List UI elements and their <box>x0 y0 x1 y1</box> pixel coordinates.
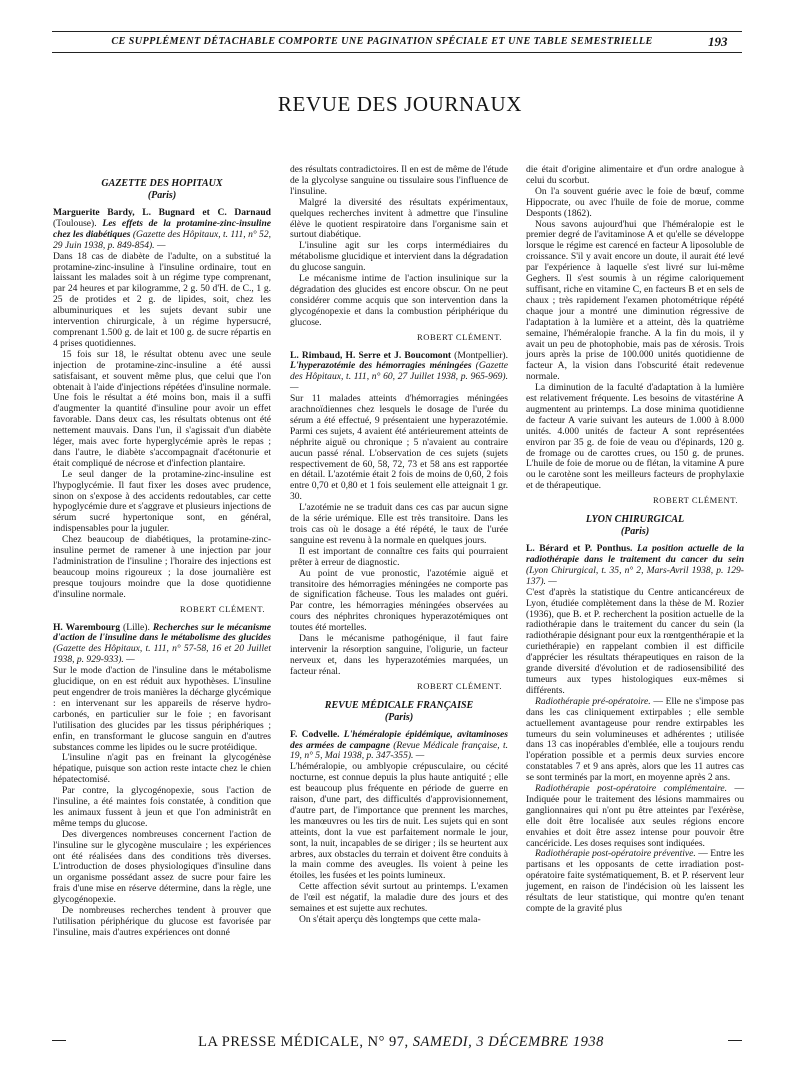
article-3-ref: (Gazette des Hôpitaux, t. 111, n° 60, 27 Juillet 1938, p. 965-969). — <box>290 360 508 394</box>
article-1-signature: ROBERT CLÉMENT. <box>180 603 265 614</box>
article-5-subheading: Radiothérapie pré-opératoire. <box>535 695 651 707</box>
article-4-para: On l'a souvent guérie avec le foie de bœuf, comme Hippocrate, ou avec l'huile de foie de morue, comme Desponts (1862). <box>526 185 744 219</box>
article-2-para: Le mécanisme intime de l'action insulinique sur la dégradation des glucides est encore obscur. On ne peut considérer comme acquis que son intervention dans la glycogénopexie et dans la combustion périphérique du glucose. <box>290 273 508 328</box>
article-3-para: L'azotémie ne se traduit dans ces cas par aucun signe de la série urémique. Elle est très transitoire. Dans les trois cas où le dosage a été répété, le taux de l'urée sanguine est revenu à la normale en quelques jours. <box>290 502 508 546</box>
article-4-para: Cette affection sévit surtout au printemps. L'examen de l'œil est négatif, la maladie dure des jours et des semaines et est sujette aux rechutes. <box>290 881 508 915</box>
column-3 <box>526 164 744 914</box>
section-title-revue-medicale: REVUE MÉDICALE FRANÇAISE <box>324 699 474 711</box>
article-3-signature: ROBERT CLÉMENT. <box>417 680 502 691</box>
article-4-head <box>290 730 508 763</box>
article-1-para: Le seul danger de la protamine-zinc-insuline est l'hypoglycémie. Il faut fixer les doses avec prudence, sinon on s'expose à des accidents redoutables, car cette hypoglycémie dure et s'aggrave et plusieurs injections de sérum sucré hypertonique sont, en général, indispensables pour la juguler. <box>53 468 271 535</box>
article-5-para: C'est d'après la statistique du Centre anticancéreux de Lyon, étudiée complètement dans la thèse de M. Rozier (1936), que B. et P. recherchent la position actuelle de la radiothérapie dans le traitement du cancer du sein (la radiothérapie désignant pour eux la rœntgenthérapie et la curiethérapie) en rappelant combien il est difficile d'apprécier les résultats thérapeutiques en raison de la grande diversité d'évolution et de radiosensibilité des tumeurs aux types histologiques eux-mêmes si différents. <box>526 586 744 696</box>
article-5-para <box>526 784 744 849</box>
article-4-para: die était d'origine alimentaire et d'un ordre analogue à celui du scorbut. <box>526 164 744 186</box>
section-title-lyon-chirurgical: LYON CHIRURGICAL <box>585 514 685 526</box>
article-2-para: Sur le mode d'action de l'insuline dans le métabolisme glucidique, on en est réduit aux hypothèses. L'insuline peut engendrer de trois manières la décharge glycémique : en intervenant sur les appareils de réserve hydro-carbonés, en particulier sur le foie ; en favorisant l'utilisation des glucides par les tissus périphériques ; enfin, en transformant le glucose sanguin en d'autres substances comme les lipides ou le sucre protéidique. <box>53 665 271 753</box>
article-5-subheading: Radiothérapie post-opératoire complémentaire. <box>535 783 728 795</box>
article-1-para: 15 fois sur 18, le résultat obtenu avec une seule injection de protamine-zinc-insuline a été aussi satisfaisant, et souvent même plus, que celui que l'on obtenait à l'aide d'injections répétées d'insuline normale. Une fois le résultat a été moins bon, mais il a suffi d'augmenter la quantité d'insuline pour avoir un effet favorable. Dans deux cas, les résultats obtenus ont été nettement mauvais. Dans l'un, il s'agissait d'un diabète léger, mais avec forte hyperglycémie après le repas ; dans l'autre, le diabète s'accompagnait d'acétonurie et était compliqué de nécrose et d'infection plantaire. <box>53 348 271 469</box>
article-5-text: — Entre les partisans et les opposants de cette irradiation post-opératoire faite systématiquement, B. et P. réservent leur jugement, en raison de l'indécision où les laissent les résultats de leur statistique, qui montre qu'en tenant compte de la gravité plus <box>526 848 744 914</box>
article-2-title: Recherches sur le mécanisme d'action de l'insuline dans le métabolisme des glucides <box>53 621 271 644</box>
article-1-place: (Toulouse). <box>53 217 103 229</box>
article-2-ref: (Gazette des Hôpitaux, t. 111, n° 57-58, 16 et 20 Juillet 1938, p. 929-933). — <box>53 643 271 666</box>
article-3-head <box>290 351 508 395</box>
article-1-authors: Marguerite Bardy, L. Bugnard et C. Darnaud <box>53 207 271 218</box>
article-2-para: L'insuline n'agit pas en freinant la glycogénèse hépatique, puisque son action reste intacte chez le chien hépatectomisé. <box>53 752 271 786</box>
article-5-para <box>526 697 744 784</box>
article-3-para: Il est important de connaître ces faits qui pourraient prêter à erreur de diagnostic. <box>290 545 508 568</box>
footer-journal: LA PRESSE MÉDICALE, N° 97, <box>198 1034 409 1050</box>
article-3-para: Au point de vue pronostic, l'azotémie aiguë et transitoire des hémorragies méningées ne comporte pas de signification fâcheuse. Tous les malades ont guéri. Par contre, les hémorragies méningées observées au cours des néphrites chroniques hyperazotémiques ont toutes été mortelles. <box>290 567 508 634</box>
article-1-para: Dans 18 cas de diabète de l'adulte, on a substitué la protamine-zinc-insuline à l'insuline ordinaire, tout en laissant les malades soit à un régime type comprenant, par 24 heures et par kilogramme, 2 g. 50 d'H. de C., 1 g. 25 de protides et 2 g. de lipides, soit, chez les albuminuriques et les sujets devant subir une intervention chirurgicale, à un régime hypersucré, comprenant 1.500 g. de lait et 100 g. de sucre répartis en 4 prises quotidiennes. <box>53 250 271 349</box>
article-4-para: On s'était aperçu dès longtemps que cette mala- <box>299 914 481 925</box>
article-2-para: De nombreuses recherches tendent à prouver que l'utilisation périphérique du glucose est favorisée par l'insuline, mais d'autres expériences ont donné <box>53 905 271 938</box>
article-2-signature: ROBERT CLÉMENT. <box>417 331 502 342</box>
article-5-ref: (Lyon Chirurgical, t. 35, n° 2, Mars-Avril 1938, p. 129-137). — <box>526 564 744 587</box>
column-1 <box>53 150 271 938</box>
footer-date: SAMEDI, 3 DÉCEMBRE 1938 <box>412 1034 604 1050</box>
article-4-para: L'héméralopie, ou amblyopie crépusculaire, ou cécité nocturne, est connue depuis la plus haute antiquité ; elle est beaucoup plus fréquente en période de guerre en raison, d'une part, des difficultés d'approvisionnement, d'autre part, de l'importance que prennent les marches, les manœuvres ou les tirs de nuit. Les sujets qui en sont atteints, dont la vue est parfaitement normale le jour, sont, la nuit, incapables de se diriger ; ils se heurtent aux arbres, aux obstacles du terrain et doivent être conduits à la main comme des aveugles. Ils voient à peine les étoiles, les fusées et les points lumineux. <box>290 761 508 882</box>
article-2-para: Malgré la diversité des résultats expérimentaux, quelques recherches invitent à admettre que l'insuline élève le quotient respiratoire dans l'organisme sain et surtout diabétique. <box>290 196 508 241</box>
article-5-subheading: Radiothérapie post-opératoire préventive. <box>535 848 696 860</box>
article-2-para: Des divergences nombreuses concernent l'action de l'insuline sur le glycogène musculaire ; les expériences ont été réalisées dans des conditions très diverses. L'introduction de doses physiologiques d'insuline dans un organisme possédant assez de sucre pour faire les frais d'une mise en réserve détermine, dans la règle, une glycogénopexie. <box>53 828 271 906</box>
page-title: REVUE DES JOURNAUX <box>277 92 523 116</box>
article-4-para: La diminution de la faculté d'adaptation à la lumière est relativement fréquente. Les besoins de vitastérine A augmentent au printemps. La dose minima quotidienne de facteur A varie suivant les auteurs de 1.000 à 8.000 unités. 4.000 unités de facteur A sont représentées environ par 35 g. de foie de veau ou d'épinards, 120 g. de fromage ou de carottes crues, ou 150 g. de prunes. L'huile de foie de morue ou de flétan, la vitamine A pure ou le carotène sont les meilleurs facteurs de prophylaxie et de thérapeutique. <box>526 382 744 492</box>
header-rule-bottom <box>52 52 742 53</box>
article-4-authors: F. Codvelle. <box>290 728 340 740</box>
article-1-title: Les effets de la protamine-zinc-insuline chez les diabétiques <box>53 217 271 240</box>
article-5-para <box>526 849 744 914</box>
header-banner: CE SUPPLÉMENT DÉTACHABLE COMPORTE UNE PAGINATION SPÉCIALE ET UNE TABLE SEMESTRIELLE <box>111 36 653 47</box>
header-rule-top <box>52 31 742 32</box>
article-1-head <box>53 208 271 252</box>
article-5-authors: L. Bérard et P. Ponthus. <box>526 543 633 555</box>
column-2 <box>290 164 508 925</box>
article-5-text: — Elle ne s'impose pas dans les cas cliniquement extirpables ; elle semble actuellement avantageuse pour rendre extirpables les tumeurs du sein volumineuses et adhérentes ; utilisée dans 13 cas inopérables d'emblée, elle a toujours rendu l'opération possible et a permis deux survies encore constatables 7 et 9 ans après, alors que les 11 autres cas se sont terminés par la mort, en moyenne après 2 ans. <box>526 695 744 784</box>
page-number: 193 <box>708 34 728 49</box>
article-4-title: L'héméralopie épidémique, avitaminoses des armées de campagne <box>290 728 508 751</box>
section-city-lyon-chirurgical: (Paris) <box>620 526 650 538</box>
article-4-signature: ROBERT CLÉMENT. <box>653 495 738 506</box>
article-2-head <box>53 623 271 667</box>
article-3-title: L'hyperazotémie des hémorragies méningées <box>290 360 472 372</box>
article-1-ref: (Gazette des Hôpitaux, t. 111, n° 52, 29 Juin 1938, p. 849-854). — <box>53 228 271 251</box>
article-4-para: Nous savons aujourd'hui que l'héméralopie est le premier degré de l'avitaminose A et qu'elle se développe lorsque le régime est carencé en facteur A liposoluble de croissance. S'il y avait encore un doute, il aurait été levé par l'expérience à laquelle s'est livré sur lui-même Geghers. Il s'est soumis à un régime caloriquement suffisant, riche en vitamine C, en facteurs B et en sels de chaux ; très rapidement l'examen photométrique répété chaque jour a montré une diminution régressive de l'adaptation à la lumière et a atteint, dès la quatrième semaine, l'héméralopie franche. A la fin du mois, il y avait un peu de photophobie, mais pas de xérosis. Trois jours après la prise de 100.000 unités quotidienne de facteur A, la vision dans l'obscurité était redevenue normale. <box>526 218 744 383</box>
article-4-ref: (Revue Médicale française, t. 19, n° 5, Mai 1938, p. 347-355). — <box>290 739 508 762</box>
section-city-gazette: (Paris) <box>147 190 177 201</box>
article-5-head <box>526 544 744 588</box>
article-2-authors: H. Warembourg <box>53 621 121 633</box>
footer <box>56 1034 746 1051</box>
article-3-para: Dans le mécanisme pathogénique, il faut faire intervenir la résorption sanguine, l'oligurie, un facteur nerveux et, dans les hyperazotémies marquées, un facteur rénal. <box>290 633 508 677</box>
article-2-para: L'insuline agit sur les corps intermédiaires du métabolisme glucidique et intervient dans la dégradation du glucose sanguin. <box>290 240 508 274</box>
article-3-para: Sur 11 malades atteints d'hémorragies méningées arachnoïdiennes chez lesquels le dosage de l'urée du sérum a été effectué, 9 présentaient une hyperazotémie. Parmi ces sujets, 4 avaient été antérieurement atteints de néphrite aiguë ou chronique ; 5 n'avaient au contraire aucun passé rénal. L'observation de ces sujets (sujets respectivement de 60, 58, 72, 73 et 58 ans est rapportée en détail. L'azotémie était 2 fois de moins de 0,60, 2 fois entre 0,70 et 0,80 et 1 fois seulement elle atteignait 1 gr. 30. <box>290 393 508 503</box>
article-3-authors: L. Rimbaud, H. Serre et J. Boucomont <box>290 349 452 361</box>
article-5-text: — Indiquée pour le traitement des lésions mammaires ou ganglionnaires qui n'ont pu être atteintes par l'exérèse, elle doit être localisée aux seules régions encore envahies et doit être assez intense pour pouvoir être cancéricide. Les doses requises sont indiquées. <box>526 783 744 849</box>
article-1-para: Chez beaucoup de diabétiques, la protamine-zinc-insuline permet de ramener à une injection par jour l'administration de l'insuline ; l'horaire des injections est beaucoup moins rigoureux ; la dose journalière est presque toujours moindre que la dose quotidienne d'insuline normale. <box>53 534 271 600</box>
article-2-para: Par contre, la glycogénopexie, sous l'action de l'insuline, a été maintes fois constatée, à condition que les animaux fussent à jeun et que l'on administrât en même temps du glucose. <box>53 785 271 829</box>
article-2-place: (Lille). <box>120 621 153 633</box>
section-city-revue-medicale: (Paris) <box>384 711 414 723</box>
section-title-gazette: GAZETTE DES HOPITAUX <box>101 178 223 189</box>
article-2-para: des résultats contradictoires. Il en est de même de l'étude de la glycolyse sanguine ou tissulaire sous l'influence de l'insuline. <box>290 164 508 197</box>
article-5-title: La position actuelle de la radiothérapie dans le traitement du cancer du sein <box>526 543 744 565</box>
article-3-place: (Montpellier). <box>451 349 508 361</box>
